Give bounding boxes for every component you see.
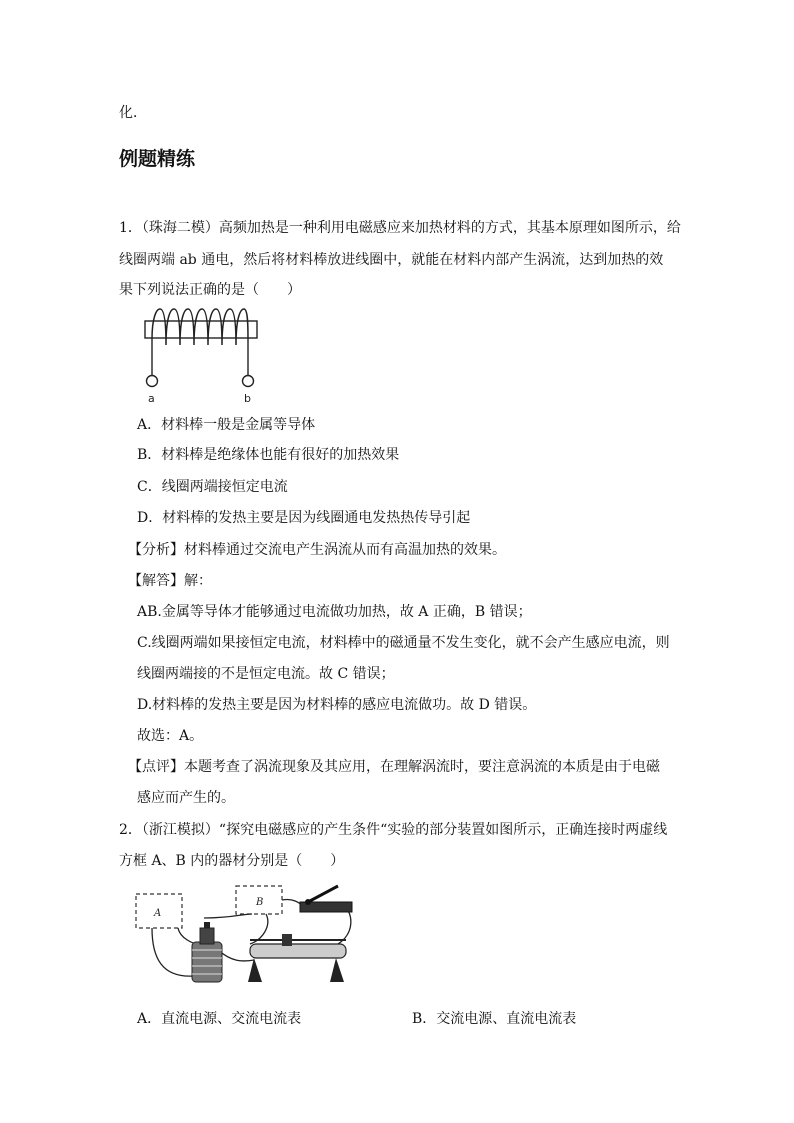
q1-option-a: A．材料棒一般是金属等导体	[137, 417, 316, 433]
top-fragment: 化．	[119, 105, 147, 121]
label-b: b	[244, 392, 251, 405]
q2-apparatus-figure	[132, 878, 362, 993]
q1-stem-line3: 果下列说法正确的是（ ）	[119, 282, 301, 298]
section-title: 例题精练	[119, 148, 196, 170]
q2-option-b: B．交流电源、直流电流表	[412, 1011, 577, 1027]
apparatus-diagram	[132, 878, 362, 993]
wire-a-coil	[152, 928, 194, 976]
q1-stem-line2: 线圈两端 ab 通电，然后将材料棒放进线圈中，就能在材料内部产生涡流，达到加热的效	[119, 252, 664, 268]
q2-option-a: A．直流电源、交流电流表	[137, 1011, 302, 1027]
rheostat-leg-left	[248, 958, 262, 982]
q1-solution-c1: C.线圈两端如果接恒定电流，材料棒中的磁通量不发生变化，就不会产生感应电流，则	[137, 635, 670, 651]
q1-option-c: C．线圈两端接恒定电流	[137, 479, 288, 495]
outer-coil	[192, 942, 222, 982]
wire-coil-rheostat	[218, 950, 254, 961]
box-a-label: A	[154, 908, 162, 919]
q1-comment-line2: 感应而产生的。	[137, 790, 235, 806]
rheostat-body	[250, 944, 346, 958]
q2-stem-line1: 2．（浙江模拟）“探究电磁感应的产生条件“实验的部分装置如图所示，正确连接时两虚线	[119, 822, 668, 838]
q1-comment-line1: 【点评】本题考查了涡流现象及其应用，在理解涡流时，要注意涡流的本质是由于电磁	[128, 759, 660, 775]
coil-winding	[152, 309, 248, 345]
q2-stem-line2: 方框 A、B 内的器材分别是（ ）	[119, 853, 345, 869]
q1-coil-figure	[138, 307, 268, 407]
switch-lever	[308, 886, 338, 902]
material-rod	[145, 321, 257, 338]
q1-solution-d: D.材料棒的发热主要是因为材料棒的感应电流做功。故 D 错误。	[137, 697, 537, 713]
q1-stem-line1: 1．（珠海二模）高频加热是一种利用电磁感应来加热材料的方式，其基本原理如图所示，给	[119, 220, 681, 236]
q1-answer-title: 【解答】解：	[128, 573, 212, 589]
q1-choice: 故选：A。	[137, 728, 204, 744]
terminal-a	[147, 376, 158, 387]
box-b-label: B	[256, 897, 264, 908]
q1-option-b: B．材料棒是绝缘体也能有很好的加热效果	[137, 447, 400, 463]
label-a: a	[148, 392, 155, 405]
inner-coil	[200, 928, 214, 944]
q1-solution-c2: 线圈两端接的不是恒定电流。故 C 错误；	[137, 666, 395, 682]
rheostat-leg-right	[330, 958, 344, 982]
rheostat-slider	[282, 934, 292, 946]
q1-analysis: 【分析】材料棒通过交流电产生涡流从而有高温加热的效果。	[128, 542, 506, 558]
terminal-b	[243, 376, 254, 387]
wire-top	[204, 914, 252, 918]
q1-option-d: D．材料棒的发热主要是因为线圈通电发热热传导引起	[137, 510, 471, 526]
q1-solution-ab: AB.金属等导体才能够通过电流做功加热，故 A 正确，B 错误；	[137, 604, 532, 620]
coil-diagram	[138, 307, 268, 407]
